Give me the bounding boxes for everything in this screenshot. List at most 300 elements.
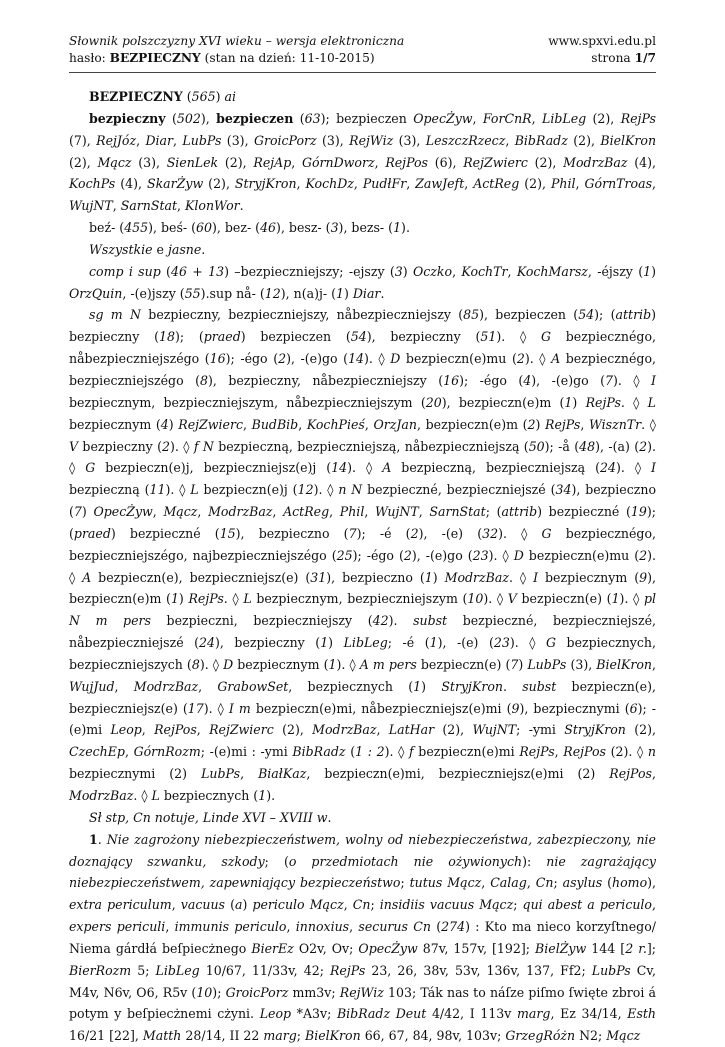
text-run: . ◊: [620, 394, 648, 410]
text-run: 16: [209, 351, 226, 367]
text-run: ), -(e) (: [418, 525, 483, 541]
text-run: ActReg: [283, 504, 330, 520]
text-run: mm3v;: [288, 984, 340, 1000]
text-run: 8: [200, 372, 208, 388]
text-run: (: [293, 110, 305, 126]
text-run: ,: [242, 416, 252, 432]
text-run: ) bezpieczné (: [537, 504, 631, 520]
text-run: f N: [193, 438, 214, 454]
text-run: RejAp: [253, 154, 292, 170]
text-run: . ◊: [223, 591, 244, 607]
website-link[interactable]: www.spxvi.edu.pl: [548, 34, 656, 48]
text-run: BierEz: [251, 940, 294, 956]
text-run: ,: [464, 176, 474, 192]
text-run: ): [572, 394, 586, 410]
text-run: bezpiecznym, bezpieczniejszym, nåbezpieczniejszym (: [69, 394, 426, 410]
text-run: 2: [410, 525, 419, 541]
text-run: ;: [296, 1028, 306, 1044]
text-run: 8: [191, 656, 200, 672]
text-run: ,: [406, 176, 416, 192]
text-run: BiałKaz: [258, 766, 307, 782]
text-run: ); bezpieczen: [320, 110, 414, 126]
text-run: (: [602, 875, 613, 891]
text-run: 46: [260, 220, 277, 236]
text-run: ); -égo (: [459, 372, 524, 388]
text-run: 31: [310, 569, 327, 585]
text-run: ), bezpieczny (: [215, 635, 321, 651]
text-run: ). ◊: [69, 547, 657, 585]
text-run: Matth: [142, 1028, 182, 1044]
text-run: ,: [364, 416, 374, 432]
text-run: 144 [: [586, 940, 626, 956]
text-run: ,: [298, 416, 307, 432]
text-run: ); -é (: [356, 525, 411, 541]
text-run: ,: [173, 132, 183, 148]
text-run: bezpiecznych, bezpieczniejszych (: [69, 635, 656, 672]
text-run: G: [540, 329, 551, 345]
text-run: GórnRozm: [133, 744, 201, 760]
text-run: ). ◊: [483, 591, 508, 607]
text-run: G: [85, 460, 96, 476]
text-run: ,: [124, 744, 134, 760]
text-run: ,: [286, 919, 296, 935]
text-run: Sł stp, Cn notuje, Linde XVI – XVIII w: [89, 809, 328, 825]
text-run: . ◊: [133, 788, 152, 803]
text-run: .: [380, 285, 385, 301]
text-run: jasne: [167, 241, 202, 257]
text-run: (2),: [519, 176, 551, 192]
text-run: praed: [203, 329, 241, 345]
text-run: ), -(e) (: [437, 635, 494, 651]
text-run: ,: [575, 176, 585, 192]
text-run: ;: [553, 875, 563, 891]
text-run: ModrzBaz: [133, 678, 199, 694]
text-run: (: [224, 897, 235, 913]
text-run: 54: [578, 307, 595, 323]
text-run: LubPs: [591, 962, 631, 978]
text-run: RejPos: [385, 154, 429, 170]
text-run: Leop: [110, 722, 142, 738]
text-run: ,: [452, 263, 462, 279]
text-run: RejPos: [609, 766, 652, 782]
text-run: bezpiecznym (: [538, 569, 640, 585]
text-run: 23: [493, 635, 510, 651]
text-run: 455: [124, 220, 149, 236]
text-run: 7: [348, 525, 357, 541]
text-run: ); -égo (: [352, 547, 404, 563]
text-run: ): [402, 263, 413, 279]
text-run: );: [212, 984, 226, 1000]
text-run: 24: [600, 460, 616, 476]
text-run: 14: [331, 460, 348, 476]
text-run: WujNT: [69, 198, 113, 214]
text-run: ,: [526, 875, 536, 891]
text-run: , -(e)jszy (: [122, 285, 185, 301]
text-run: ). ◊: [496, 329, 541, 345]
text-run: bezpieczną, bezpieczniejszą, nåbezpieczniejszą (: [213, 438, 529, 454]
text-run: bezpieczny (: [78, 438, 163, 454]
text-run: ,: [374, 154, 386, 170]
text-run: BielKron: [305, 1028, 361, 1044]
text-run: ,: [353, 176, 363, 192]
text-run: A m pers: [359, 656, 417, 672]
text-run: bezpieczné, bezpieczniejszé, nåbezpieczniejszé (: [69, 613, 657, 651]
text-run: 2: [278, 351, 287, 367]
text-run: ), n(a)j- (: [280, 285, 336, 301]
text-run: 1 : 2: [355, 744, 385, 760]
header-divider: [69, 72, 656, 73]
text-run: BielKron: [600, 132, 657, 148]
text-run: Cn: [535, 875, 554, 891]
text-run: bezpieczn(e), bezpieczniejsz(e) (: [91, 569, 311, 585]
entry-line: hasło: BEZPIECZNY (stan na dzień: 11-10-2015): [69, 51, 375, 65]
text-run: ,: [136, 132, 146, 148]
text-run: Mącz: [606, 1028, 641, 1044]
text-run: 1: [393, 220, 402, 236]
text-run: Nie zagrożony niebezpieczeństwem, wolny od niebezpieczeństwa, zabezpieczony, nie doznający szwanku, szkody: [69, 831, 656, 869]
text-run: ), bezpieczno (: [69, 482, 657, 520]
text-run: Oczko: [412, 263, 453, 279]
text-run: 12: [297, 482, 314, 498]
text-run: ,: [472, 110, 483, 126]
text-run: bezpieczn(e)j, bezpieczniejsz(e)j (: [95, 460, 332, 476]
text-run: RejJóz: [96, 132, 137, 148]
text-run: .: [239, 198, 244, 214]
text-run: ,: [296, 176, 306, 192]
entry-paragraph: [69, 86, 656, 108]
text-run: I m: [228, 700, 251, 716]
text-run: ):: [522, 853, 547, 869]
text-run: bezpiecznych (: [159, 788, 259, 803]
text-run: WujNT: [472, 722, 517, 738]
text-run: bezpiecznégo, nåbezpieczniejszégo (: [69, 329, 656, 367]
text-run: ).: [401, 220, 410, 236]
text-run: , Ez 34/14,: [550, 1006, 628, 1022]
text-run: a: [234, 897, 243, 913]
text-run: 55: [184, 285, 201, 301]
header-left: [69, 33, 404, 67]
text-run: ,: [651, 656, 656, 672]
text-run: WisznTr: [588, 416, 642, 432]
text-run: RejZwierc: [209, 722, 274, 738]
text-run: e: [152, 241, 168, 257]
text-run: 19: [630, 504, 647, 520]
text-run: ForCnR: [482, 110, 532, 126]
text-run: securus Cn: [358, 919, 431, 935]
text-run: GórnDworz: [301, 154, 375, 170]
text-run: bezpiecznym (: [69, 416, 161, 432]
text-run: (7),: [69, 132, 97, 148]
text-run: ) bezpieczen (: [240, 329, 351, 345]
text-run: ). ◊: [170, 438, 194, 454]
text-run: ): [651, 263, 657, 279]
text-run: bezpieczn(e)mu (: [400, 351, 517, 367]
text-run: ;: [370, 897, 380, 913]
text-run: ModrzBaz: [69, 788, 134, 803]
text-run: 2 r.: [625, 940, 647, 956]
text-run: I: [533, 569, 539, 585]
text-run: SienLek: [166, 154, 219, 170]
text-run: 502: [176, 110, 201, 126]
text-run: LubPs: [201, 766, 241, 782]
text-run: (2),: [273, 722, 313, 738]
text-run: 1: [89, 831, 98, 847]
text-run: BibRadz: [514, 132, 568, 148]
text-run: StryjKron: [441, 678, 503, 694]
text-run: RejPs: [585, 394, 621, 410]
text-run: KochPs: [69, 176, 116, 192]
text-run: L: [243, 591, 252, 607]
text-run: . ◊: [641, 416, 656, 432]
text-run: GórnTroas: [584, 176, 653, 192]
text-run: bezpieczn(e)j (: [198, 482, 298, 498]
text-run: KochDz: [305, 176, 354, 192]
text-run: KlonWor: [185, 198, 240, 214]
text-run: WujNT: [375, 504, 419, 520]
text-run: ). ◊: [199, 656, 224, 672]
text-run: ); (: [594, 307, 616, 323]
text-run: KochPieś: [306, 416, 365, 432]
text-run: ,: [507, 263, 517, 279]
text-run: D: [223, 656, 234, 672]
text-run: 20: [425, 394, 442, 410]
text-run: ), beś- (: [148, 220, 197, 236]
text-run: 1: [611, 591, 620, 607]
text-run: 10: [467, 591, 484, 607]
text-run: 87v, 157v, [192];: [417, 940, 536, 956]
text-run: (2),: [69, 154, 98, 170]
text-run: . ◊: [508, 569, 534, 585]
text-run: BudBib: [251, 416, 299, 432]
text-run: 1: [564, 394, 573, 410]
text-run: ,: [349, 919, 359, 935]
text-run: A: [382, 460, 392, 476]
text-run: ,: [112, 198, 121, 214]
text-run: RejZwierc: [463, 154, 528, 170]
text-run: N2;: [575, 1028, 607, 1044]
text-run: subst: [413, 613, 448, 629]
entry-paragraph: [69, 239, 656, 261]
text-run: 5;: [131, 962, 156, 978]
dictionary-title: Słownik polszczyzny XVI wieku – wersja elektroniczna: [69, 34, 405, 48]
text-run: RejPs: [329, 962, 366, 978]
text-run: ,: [329, 504, 340, 520]
text-run: 1: [170, 591, 179, 607]
text-run: ,: [343, 897, 353, 913]
text-run: BibRadz: [292, 744, 346, 760]
text-run: ): [328, 635, 344, 651]
text-run: marg: [263, 1028, 297, 1044]
text-run: 7: [73, 504, 82, 520]
text-run: (2),: [625, 722, 656, 738]
text-run: 1: [424, 569, 433, 585]
text-run: RejPs: [545, 416, 581, 432]
text-run: WujJud: [69, 678, 115, 694]
text-run: 1: [413, 678, 422, 694]
text-run: tutus Mącz: [409, 875, 482, 891]
text-run: (4),: [115, 176, 147, 192]
text-run: (: [160, 263, 171, 279]
text-run: , bezpieczn(e)mi, bezpieczniejsz(e)mi (2): [306, 766, 610, 782]
text-run: bezpieczen: [216, 110, 294, 126]
text-run: RejWiz: [339, 984, 384, 1000]
text-run: (2),: [218, 154, 254, 170]
text-run: ).sup nå- (: [200, 285, 265, 301]
text-run: D: [513, 547, 524, 563]
text-run: ): [432, 569, 445, 585]
text-run: 11: [149, 482, 166, 498]
text-run: ). ◊: [347, 460, 383, 476]
text-run: Leop: [259, 1006, 292, 1022]
text-run: ,: [197, 504, 209, 520]
text-run: ). ◊: [384, 744, 409, 760]
page-number: strona 1/7: [591, 51, 656, 65]
text-run: SkarŻyw: [146, 176, 204, 192]
text-run: 51: [480, 329, 497, 345]
text-run: 2: [162, 438, 171, 454]
text-run: ): [178, 591, 189, 607]
text-run: ): [421, 678, 442, 694]
text-run: (2),: [434, 722, 473, 738]
text-run: GroicPorz: [225, 984, 289, 1000]
text-run: 17: [187, 700, 204, 716]
text-run: ,: [364, 504, 375, 520]
text-run: ActReg: [473, 176, 520, 192]
text-run: bezpieczną (: [69, 482, 150, 498]
text-run: *A3v;: [291, 1006, 337, 1022]
text-run: ), -(e)go (: [286, 351, 349, 367]
text-run: ). ◊: [364, 351, 391, 367]
text-run: (: [165, 110, 177, 126]
text-run: 10: [196, 984, 213, 1000]
text-run: ) bezpieczné (: [110, 525, 220, 541]
text-run: 60: [196, 220, 213, 236]
text-run: RejPos: [563, 744, 606, 760]
text-run: V: [69, 438, 79, 454]
text-run: OrzQuin: [69, 285, 123, 301]
text-run: 2: [516, 351, 525, 367]
text-run: A: [551, 351, 561, 367]
text-run: RejZwierc: [178, 416, 243, 432]
text-run: periculo Mącz: [252, 897, 344, 913]
text-run: bezpiecznym, bezpieczniejszym (: [251, 591, 468, 607]
text-run: RejWiz: [349, 132, 394, 148]
entry-body: [69, 86, 656, 1047]
text-run: comp i sup: [89, 263, 161, 279]
text-run: 7: [605, 372, 614, 388]
text-run: KochTr: [461, 263, 508, 279]
text-run: ): [81, 504, 94, 520]
text-run: 28/14, II 22: [181, 1028, 264, 1044]
text-run: LeszczRzecz: [425, 132, 506, 148]
text-run: Cn: [352, 897, 371, 913]
text-run: Mącz: [163, 504, 198, 520]
text-run: OrzJan: [373, 416, 417, 432]
text-run: ), bezpieczno (: [326, 569, 425, 585]
text-run: ), bezpieczn(e)m (: [69, 569, 656, 607]
text-run: expers periculi: [69, 919, 166, 935]
text-run: ;: [513, 897, 523, 913]
text-run: innoxius: [295, 919, 350, 935]
text-run: 1: [320, 635, 329, 651]
text-run: (2),: [586, 110, 621, 126]
text-run: 42: [372, 613, 389, 629]
text-run: ), -(e)go (: [531, 372, 606, 388]
text-run: ): [343, 285, 353, 301]
text-run: 15: [219, 525, 236, 541]
text-run: .: [201, 241, 206, 257]
text-run: marg: [517, 1006, 551, 1022]
text-run: Mącz: [97, 154, 132, 170]
text-run: 34: [555, 482, 572, 498]
text-run: ). ◊: [313, 482, 339, 498]
text-run: 63: [304, 110, 321, 126]
text-run: BibRadz Deut: [336, 1006, 427, 1022]
text-run: ,: [291, 154, 302, 170]
entry-paragraph: [69, 261, 656, 305]
text-run: (4),: [627, 154, 656, 170]
text-run: ,: [554, 744, 564, 760]
text-run: ,: [152, 504, 164, 520]
text-run: ), bezpieczny (: [366, 329, 481, 345]
text-run: n: [647, 744, 656, 760]
text-run: StryjKron: [564, 722, 626, 738]
text-run: ];: [646, 940, 656, 956]
text-run: 85: [463, 307, 480, 323]
text-run: ). ◊: [619, 591, 644, 607]
text-run: ;: [400, 875, 410, 891]
text-run: 2: [639, 438, 648, 454]
text-run: LibLeg: [541, 110, 587, 126]
text-run: ), bezpieczen (: [479, 307, 579, 323]
text-run: RejPs: [519, 744, 555, 760]
text-run: 2: [403, 547, 412, 563]
text-run: ; (: [485, 504, 502, 520]
text-run: (2),: [527, 154, 564, 170]
text-run: .: [502, 678, 523, 694]
text-run: Esth: [627, 1006, 657, 1022]
text-run: 103; Ták nas to náſze piſmo ſwięte zbroi á potym y beſpiecżnemi cżyni.: [69, 984, 656, 1022]
text-run: A: [82, 569, 92, 585]
text-run: ): [518, 656, 528, 672]
text-run: ) : Kto ma nieco korzyſtnego/ Niema gárdłá beſpiecżnego: [69, 919, 656, 956]
text-run: 565: [191, 89, 216, 104]
text-run: ), besz- (: [276, 220, 331, 236]
text-run: 4: [160, 416, 169, 432]
text-run: beź- (: [89, 220, 125, 236]
text-run: ). ◊: [336, 656, 360, 672]
text-run: 23, 26, 38v, 53v, 136v, 137, Ff2;: [365, 962, 592, 978]
text-run: 46 + 13: [170, 263, 225, 279]
text-run: 1: [328, 656, 337, 672]
text-run: (: [345, 744, 356, 760]
text-run: KochMarsz: [516, 263, 588, 279]
text-run: ), -(a) (: [595, 438, 640, 454]
text-run: I: [651, 372, 656, 388]
text-run: ; -(e)mi : -ymi: [200, 744, 293, 760]
text-run: SarnStat: [429, 504, 486, 520]
text-run: 7: [510, 656, 519, 672]
text-run: (3),: [221, 132, 254, 148]
text-run: ), -(e)go (: [411, 547, 473, 563]
text-run: GrzegRóżn: [505, 1028, 576, 1044]
text-run: ), bezpieczn(e)m (: [441, 394, 565, 410]
text-run: ). ◊: [615, 460, 652, 476]
text-run: ); -égo (: [225, 351, 279, 367]
text-run: RejPos: [154, 722, 197, 738]
text-run: LibLeg: [343, 635, 388, 651]
text-run: praed: [73, 525, 111, 541]
